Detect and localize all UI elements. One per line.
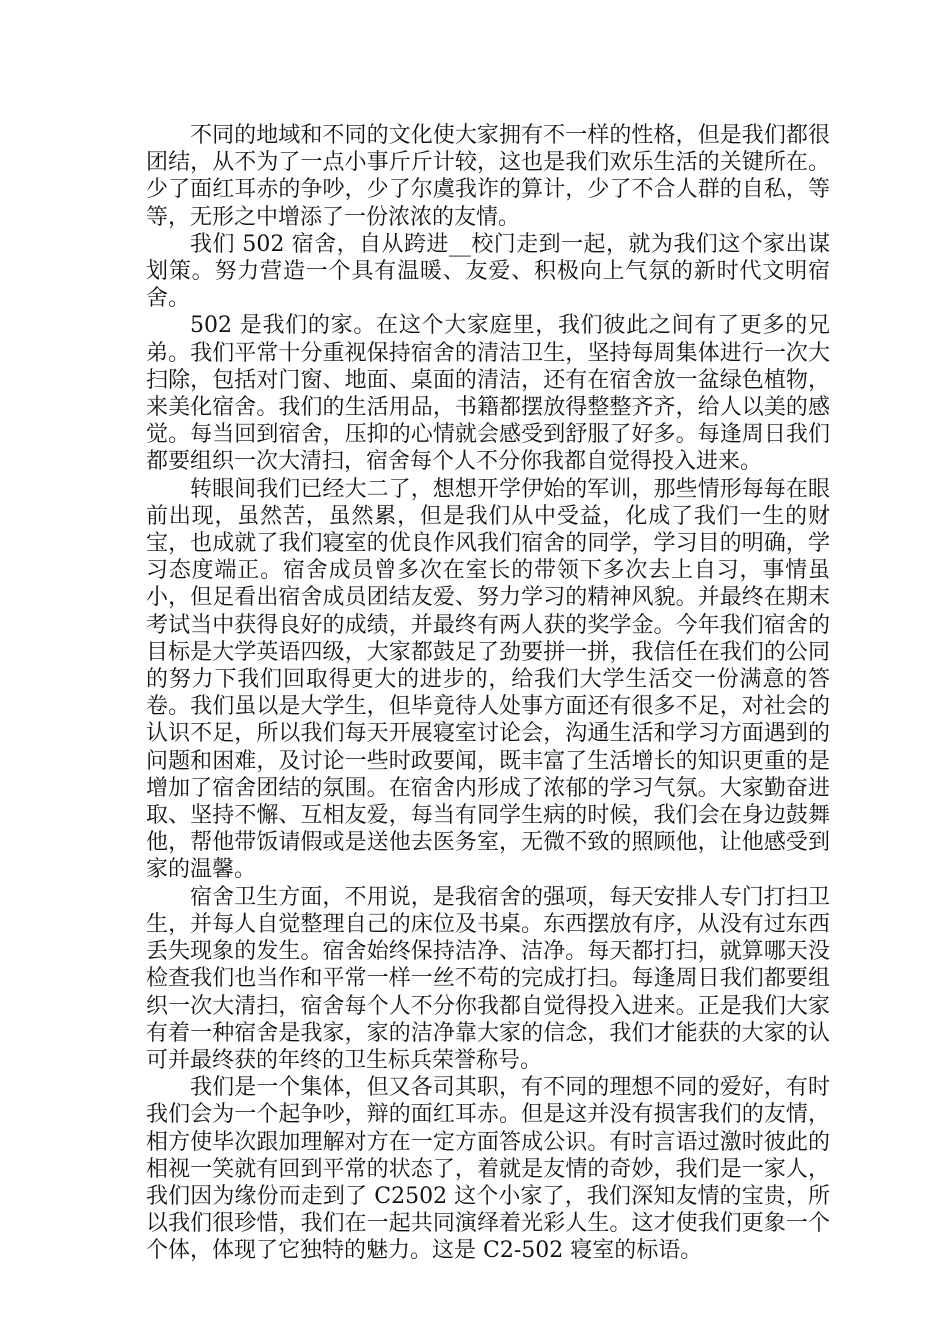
paragraph-3: 502 是我们的家。在这个大家庭里，我们彼此之间有了更多的兄弟。我们平常十分重视保持宿舍的清洁卫生，坚持每周集体进行一次大扫除，包括对门窗、地面、桌面的清洁，还有在宿舍放一盆绿色植物，来美化宿舍。我们的生活用品，书籍都摆放得整整齐齐，给人以美的感觉。每当回到宿舍，压抑的心情就会感受到舒服了好多。每逢周日我们都要组织一次大清扫，宿舍每个人不分你我都自觉得投入进来。 [146, 313, 830, 475]
document-body [146, 122, 830, 1265]
paragraph-5: 宿舍卫生方面，不用说，是我宿舍的强项，每天安排人专门打扫卫生，并每人自觉整理自己的床位及书桌。东西摆放有序，从没有过东西丢失现象的发生。宿舍始终保持洁净、洁净。每天都打扫，就算哪天没检查我们也当作和平常一样一丝不苟的完成打扫。每逢周日我们都要组织一次大清扫，宿舍每个人不分你我都自觉得投入进来。正是我们大家有着一种宿舍是我家，家的洁净靠大家的信念，我们才能获的大家的认可并最终获的年终的卫生标兵荣誉称号。 [146, 884, 830, 1073]
paragraph-6: 我们是一个集体，但又各司其职，有不同的理想不同的爱好，有时我们会为一个起争吵，辩的面红耳赤。但是这并没有损害我们的友情，相方使毕次跟加理解对方在一定方面答成公识。有时言语过激时彼此的相视一笑就有回到平常的状态了，着就是友情的奇妙，我们是一家人，我们因为缘份而走到了 C2502 这个小家了，我们深知友情的宝贵，所以我们很珍惜，我们在一起共同演绎着光彩人生。这才使我们更象一个个体，体现了它独特的魅力。这是 C2-502 寝室的标语。 [146, 1075, 830, 1264]
paragraph-2: 我们 502 宿舍，自从跨进__校门走到一起，就为我们这个家出谋划策。努力营造一个具有温暖、友爱、积极向上气氛的新时代文明宿舍。 [146, 231, 830, 312]
paragraph-1: 不同的地域和不同的文化使大家拥有不一样的性格，但是我们都很团结，从不为了一点小事斤斤计较，这也是我们欢乐生活的关键所在。少了面红耳赤的争吵，少了尔虞我诈的算计，少了不合人群的自私，等等，无形之中增添了一份浓浓的友情。 [146, 123, 830, 230]
paragraph-4: 转眼间我们已经大二了，想想开学伊始的军训，那些情形每每在眼前出现，虽然苦，虽然累，但是我们从中受益，化成了我们一生的财宝，也成就了我们寝室的优良作风我们宿舍的同学，学习目的明确，学习态度端正。宿舍成员曾多次在室长的带领下多次去上自习，事情虽小，但足看出宿舍成员团结友爱、努力学习的精神风貌。并最终在期末考试当中获得良好的成绩，并最终有两人获的奖学金。今年我们宿舍的目标是大学英语四级，大家都鼓足了劲要拼一拼，我信任在我们的公同的努力下我们回取得更大的进步的，给我们大学生活交一份满意的答卷。我们虽以是大学生，但毕竟待人处事方面还有很多不足，对社会的认识不足，所以我们每天开展寝室讨论会，沟通生活和学习方面遇到的问题和困难，及讨论一些时政要闻，既丰富了生活增长的知识更重的是增加了宿舍团结的氛围。在宿舍内形成了浓郁的学习气氛。大家勤奋进取、坚持不懈、互相友爱，每当有同学生病的时候，我们会在身边鼓舞他，帮他带饭请假或是送他去医务室，无微不致的照顾他，让他感受到家的温馨。 [146, 476, 830, 883]
